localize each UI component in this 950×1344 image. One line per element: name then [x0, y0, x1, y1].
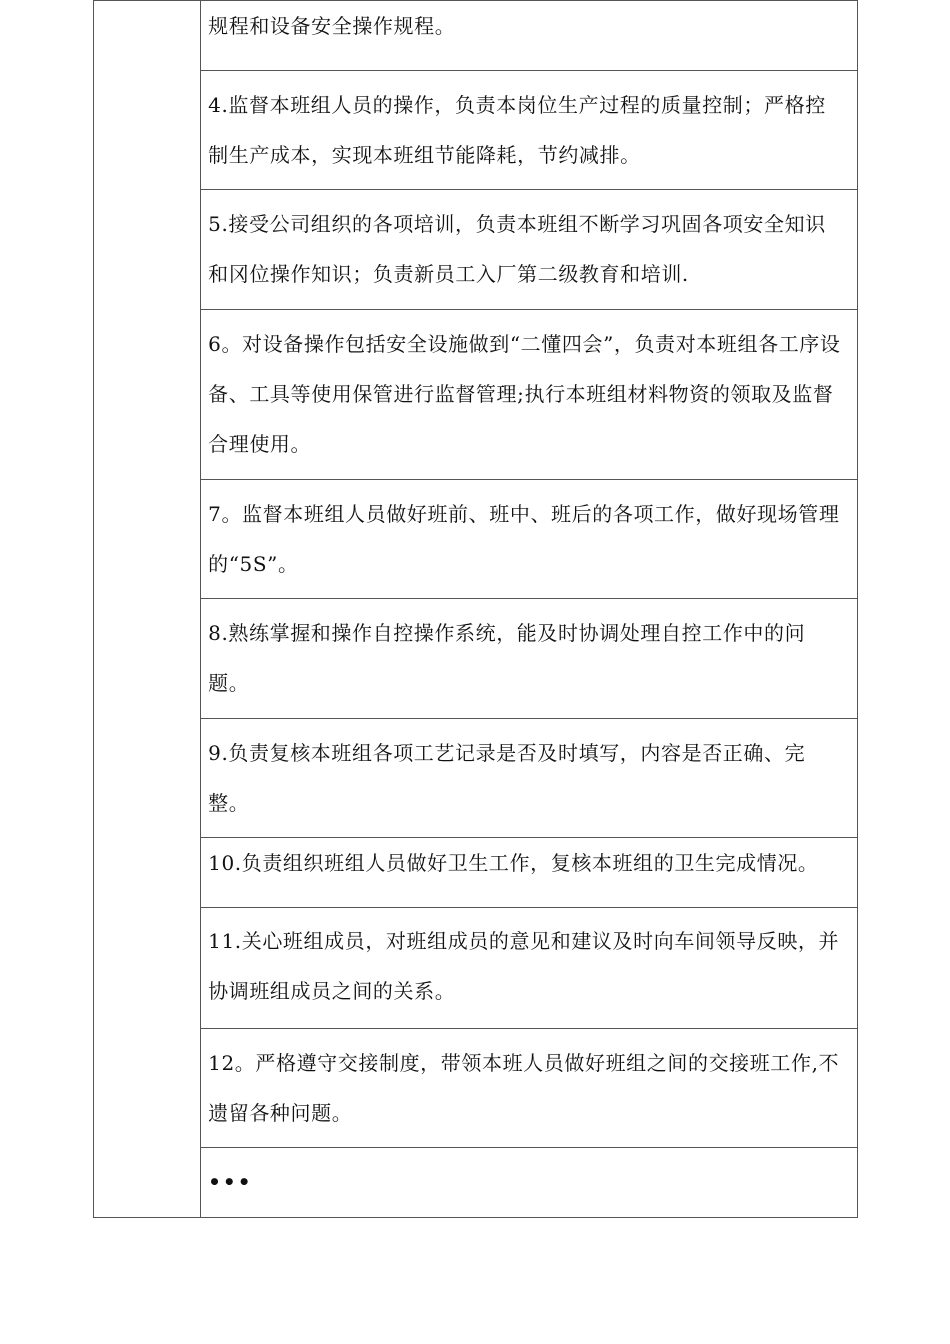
duty-text: 9.负责复核本班组各项工艺记录是否及时填写，内容是否正确、完整。 [208, 741, 806, 815]
table-row [94, 599, 858, 719]
table-row [94, 1148, 858, 1218]
duty-text: 11.关心班组成员，对班组成员的意见和建议及时向车间领导反映，并协调班组成员之间的关系。 [208, 929, 840, 1003]
duty-text: 6。对设备操作包括安全设施做到“二懂四会”，负责对本班组各工序设备、工具等使用保管进行监督管理;执行本班组材料物资的领取及监督合理使用。 [208, 332, 841, 456]
duty-cell [201, 480, 858, 599]
duty-cell [201, 908, 858, 1029]
duty-text: 5.接受公司组织的各项培训，负责本班组不断学习巩固各项安全知识和冈位操作知识；负责新员工入厂第二级教育和培训. [208, 212, 826, 286]
table-row [94, 1029, 858, 1148]
duty-cell [201, 599, 858, 719]
table-row [94, 838, 858, 908]
label-column-cell [94, 1, 201, 1218]
duty-text: 8.熟练掌握和操作自控操作系统，能及时协调处理自控工作中的问题。 [208, 621, 806, 695]
duty-cell [201, 190, 858, 310]
ellipsis-text: ••• [208, 1170, 253, 1194]
duty-text: 规程和设备安全操作规程。 [208, 14, 456, 38]
table-row [94, 480, 858, 599]
duty-cell [201, 310, 858, 480]
table-row [94, 310, 858, 480]
duty-text: 7。监督本班组人员做好班前、班中、班后的各项工作，做好现场管理的“5S”。 [208, 502, 840, 576]
duty-cell [201, 838, 858, 908]
table-row [94, 190, 858, 310]
table-row [94, 71, 858, 190]
table-row [94, 908, 858, 1029]
table-row [94, 719, 858, 838]
duty-text: 12。严格遵守交接制度，带领本班人员做好班组之间的交接班工作,不遗留各种问题。 [208, 1051, 840, 1125]
duty-cell [201, 1029, 858, 1148]
duty-cell [201, 1, 858, 71]
duty-cell [201, 719, 858, 838]
duty-text: 10.负责组织班组人员做好卫生工作，复核本班组的卫生完成情况。 [208, 851, 819, 875]
duty-cell [201, 1148, 858, 1218]
duty-cell [201, 71, 858, 190]
table-row [94, 1, 858, 71]
duty-text: 4.监督本班组人员的操作，负责本岗位生产过程的质量控制；严格控制生产成本，实现本班组节能降耗，节约减排。 [208, 93, 826, 167]
duty-table [93, 0, 858, 1218]
